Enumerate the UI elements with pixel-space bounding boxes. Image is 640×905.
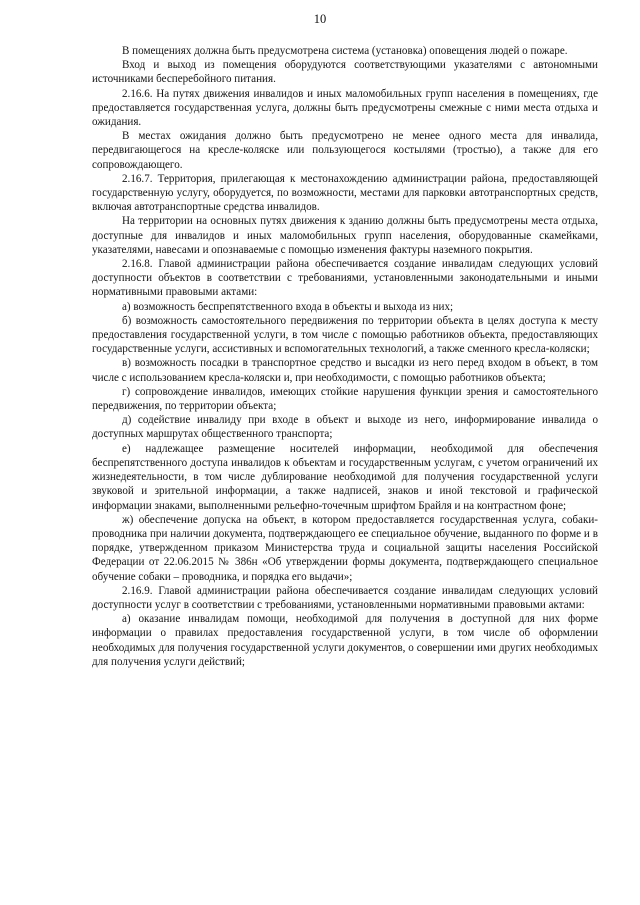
list-item: ж) обеспечение допуска на объект, в котором предоставляется государственная услуга, собаки-проводника при наличии документа, подтверждающего ее специальное обучение, выданного по форме и в порядке, утвержденном приказом Министерства труда и социальной защиты населения Российской Федерации от 22.06.2015 № 386н «Об утверждении формы документа, подтверждающего специальное обучение собаки – проводника, и порядка его выдачи»; <box>92 513 598 583</box>
list-item: а) оказание инвалидам помощи, необходимой для получения в доступной для них форме информации о правилах предоставления государственной услуги, в том числе об оформлении необходимых для получения государственной услуги документов, о совершении ими других необходимых для получения услуги действий; <box>92 613 598 668</box>
list-item: г) сопровождение инвалидов, имеющих стойкие нарушения функции зрения и самостоятельного передвижения, по территории объекта; <box>92 385 598 413</box>
paragraph: 2.16.6. На путях движения инвалидов и иных маломобильных групп населения в помещениях, где предоставляется государственная услуга, должны быть предусмотрены смежные с ними места отдыха и ожидания. <box>92 87 598 129</box>
document-body <box>92 44 598 669</box>
paragraph: 2.16.7. Территория, прилегающая к местонахождению администрации района, предоставляющей государственную услугу, оборудуется, по возможности, местами для парковки автотранспортных средств, включая автотранспортные средства инвалидов. <box>92 172 598 214</box>
paragraph: 2.16.9. Главой администрации района обеспечивается создание инвалидам следующих условий доступности услуг в соответствии с требованиями, установленными нормативными правовыми актами: <box>92 584 598 611</box>
list-item: в) возможность посадки в транспортное средство и высадки из него перед входом в объект, в том числе с использованием кресла-коляски и, при необходимости, с помощью работников объекта; <box>92 357 598 384</box>
paragraph: На территории на основных путях движения к зданию должны быть предусмотрены места отдыха, доступные для инвалидов и иных маломобильных групп населения, оборудованные скамейками, указателями, навесами и опознаваемые с помощью изменения фактуры наземного покрытия. <box>92 215 598 256</box>
list-item: д) содействие инвалиду при входе в объект и выходе из него, информирование инвалида о доступных маршрутах общественного транспорта; <box>92 414 598 441</box>
list-item: б) возможность самостоятельного передвижения по территории объекта в целях доступа к месту предоставления государственной услуги, в том числе с помощью работников объекта, предоставляющих государственные услуги, ассистивных и вспомогательных технологий, а также сменного кресла-коляски; <box>92 314 598 356</box>
list-item: е) надлежащее размещение носителей информации, необходимой для обеспечения беспрепятственного доступа инвалидов к объектам и государственным услугам, с учетом ограничений их жизнедеятельности, в том числе дублирование необходимой для получения государственной услуги звуковой и зрительной информации, а также надписей, знаков и иной текстовой и графической информации знаками, выполненными рельефно-точечным шрифтом Брайля и на контрастном фоне; <box>92 442 598 512</box>
paragraph: 2.16.8. Главой администрации района обеспечивается создание инвалидам следующих условий доступности объектов в соответствии с требованиями, установленными законодательными и иными нормативными правовыми актами: <box>92 258 598 299</box>
paragraph: В местах ожидания должно быть предусмотрено не менее одного места для инвалида, передвигающегося на кресле-коляске или пользующегося костылями (тростью), а также для его сопровождающего. <box>92 130 598 171</box>
paragraph: Вход и выход из помещения оборудуются соответствующими указателями с автономными источниками бесперебойного питания. <box>92 59 598 86</box>
paragraph: В помещениях должна быть предусмотрена система (установка) оповещения людей о пожаре. <box>122 45 568 57</box>
list-item: а) возможность беспрепятственного входа в объекты и выхода из них; <box>122 300 454 313</box>
page-number: 10 <box>313 12 327 26</box>
